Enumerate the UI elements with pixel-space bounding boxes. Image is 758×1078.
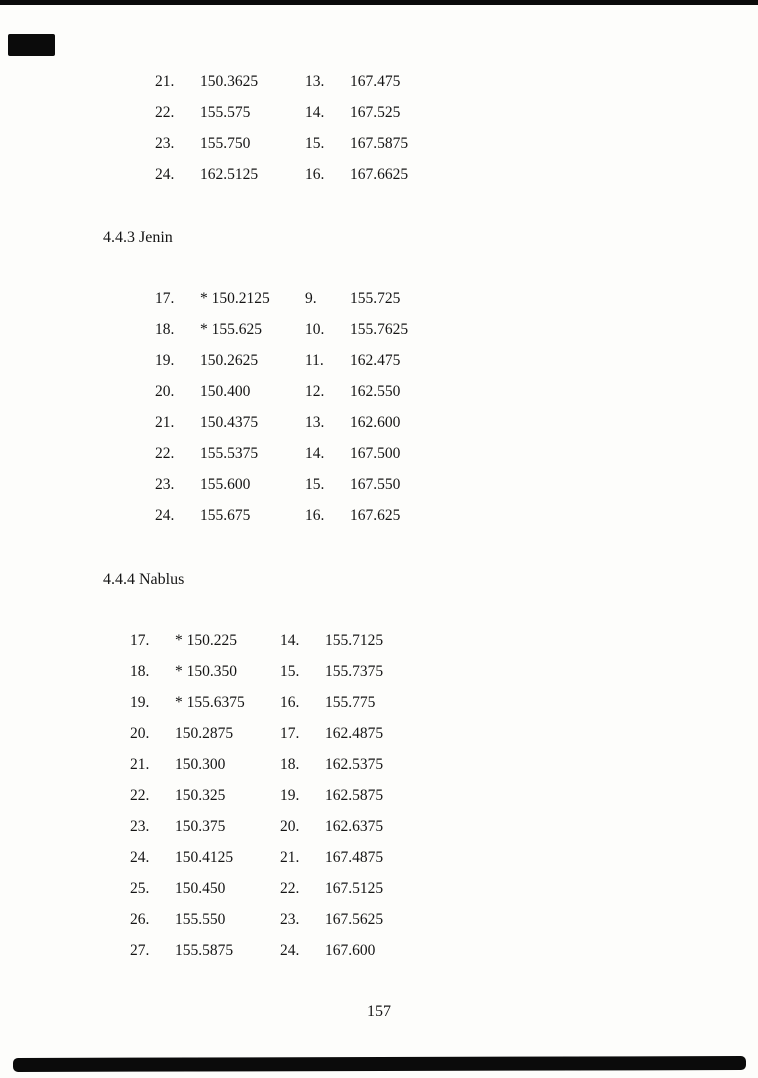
- right-frequency-value: 167.475: [350, 73, 401, 90]
- left-entry-number: 24.: [155, 166, 175, 183]
- left-frequency-value: 155.675: [200, 507, 251, 524]
- left-entry-number: 20.: [130, 725, 150, 742]
- right-entry-number: 17.: [280, 725, 300, 742]
- frequency-list-jenin: [155, 283, 408, 531]
- frequency-row: [155, 500, 408, 531]
- right-frequency-value: 167.5875: [350, 135, 409, 152]
- left-entry-number: 25.: [130, 880, 150, 897]
- frequency-list-continued: [155, 66, 408, 190]
- right-frequency-value: 167.625: [350, 507, 401, 524]
- right-frequency-value: 155.725: [350, 290, 401, 307]
- right-entry-number: 16.: [280, 694, 300, 711]
- right-entry-number: 15.: [305, 476, 325, 493]
- left-frequency-value: 155.550: [175, 911, 226, 928]
- right-entry-number: 14.: [305, 445, 325, 462]
- right-frequency-value: 167.600: [325, 942, 376, 959]
- right-entry-number: 15.: [305, 135, 325, 152]
- right-entry-number: 24.: [280, 942, 300, 959]
- right-entry-number: 12.: [305, 383, 325, 400]
- frequency-list-nablus: [130, 625, 383, 966]
- left-frequency-value: 155.5875: [175, 942, 234, 959]
- frequency-row: [130, 811, 383, 842]
- right-entry-number: 16.: [305, 166, 325, 183]
- left-entry-number: 22.: [155, 445, 175, 462]
- left-entry-number: 23.: [155, 135, 175, 152]
- right-frequency-value: 167.5125: [325, 880, 384, 897]
- left-entry-number: 18.: [130, 663, 150, 680]
- left-frequency-value: 150.325: [175, 787, 226, 804]
- frequency-row: [155, 438, 408, 469]
- left-entry-number: 23.: [130, 818, 150, 835]
- right-frequency-value: 167.5625: [325, 911, 384, 928]
- left-entry-number: 21.: [130, 756, 150, 773]
- left-frequency-value: * 150.350: [175, 663, 237, 680]
- right-entry-number: 10.: [305, 321, 325, 338]
- left-entry-number: 24.: [130, 849, 150, 866]
- right-frequency-value: 162.6375: [325, 818, 384, 835]
- left-frequency-value: 150.375: [175, 818, 226, 835]
- right-frequency-value: 162.4875: [325, 725, 384, 742]
- left-frequency-value: 155.750: [200, 135, 251, 152]
- frequency-row: [130, 904, 383, 935]
- left-entry-number: 26.: [130, 911, 150, 928]
- left-entry-number: 27.: [130, 942, 150, 959]
- frequency-row: [130, 625, 383, 656]
- left-frequency-value: 155.575: [200, 104, 251, 121]
- right-frequency-value: 155.7125: [325, 632, 384, 649]
- right-entry-number: 13.: [305, 414, 325, 431]
- frequency-row: [130, 687, 383, 718]
- left-entry-number: 23.: [155, 476, 175, 493]
- left-frequency-value: 150.3625: [200, 73, 259, 90]
- left-frequency-value: * 150.225: [175, 632, 237, 649]
- left-entry-number: 17.: [155, 290, 175, 307]
- right-frequency-value: 167.525: [350, 104, 401, 121]
- right-entry-number: 18.: [280, 756, 300, 773]
- left-frequency-value: 150.4375: [200, 414, 259, 431]
- frequency-row: [130, 842, 383, 873]
- frequency-row: [155, 376, 408, 407]
- frequency-row: [155, 66, 408, 97]
- right-entry-number: 19.: [280, 787, 300, 804]
- frequency-row: [155, 345, 408, 376]
- right-entry-number: 21.: [280, 849, 300, 866]
- right-frequency-value: 167.6625: [350, 166, 409, 183]
- frequency-row: [155, 283, 408, 314]
- frequency-row: [155, 407, 408, 438]
- left-entry-number: 22.: [155, 104, 175, 121]
- left-frequency-value: * 155.6375: [175, 694, 245, 711]
- left-frequency-value: * 150.2125: [200, 290, 270, 307]
- left-frequency-value: 162.5125: [200, 166, 259, 183]
- right-entry-number: 11.: [305, 352, 324, 369]
- right-frequency-value: 155.7375: [325, 663, 384, 680]
- right-entry-number: 16.: [305, 507, 325, 524]
- left-frequency-value: 150.300: [175, 756, 226, 773]
- scan-artifact-top-left-blob: [8, 34, 55, 56]
- right-entry-number: 13.: [305, 73, 325, 90]
- right-frequency-value: 162.5375: [325, 756, 384, 773]
- section-heading-jenin: 4.4.3 Jenin: [103, 229, 173, 246]
- left-entry-number: 17.: [130, 632, 150, 649]
- left-frequency-value: 150.450: [175, 880, 226, 897]
- left-frequency-value: 155.5375: [200, 445, 259, 462]
- left-entry-number: 21.: [155, 73, 175, 90]
- left-frequency-value: 150.400: [200, 383, 251, 400]
- scan-artifact-top-edge: [0, 0, 758, 5]
- frequency-row: [155, 314, 408, 345]
- left-entry-number: 21.: [155, 414, 175, 431]
- frequency-row: [130, 873, 383, 904]
- frequency-row: [130, 656, 383, 687]
- right-frequency-value: 162.5875: [325, 787, 384, 804]
- frequency-row: [130, 780, 383, 811]
- right-entry-number: 22.: [280, 880, 300, 897]
- left-entry-number: 20.: [155, 383, 175, 400]
- left-entry-number: 19.: [155, 352, 175, 369]
- frequency-row: [130, 718, 383, 749]
- frequency-row: [130, 935, 383, 966]
- left-frequency-value: 150.2625: [200, 352, 259, 369]
- frequency-row: [130, 749, 383, 780]
- right-entry-number: 14.: [305, 104, 325, 121]
- left-entry-number: 19.: [130, 694, 150, 711]
- right-frequency-value: 162.475: [350, 352, 401, 369]
- frequency-row: [155, 97, 408, 128]
- right-entry-number: 20.: [280, 818, 300, 835]
- right-entry-number: 15.: [280, 663, 300, 680]
- right-frequency-value: 155.775: [325, 694, 376, 711]
- right-entry-number: 9.: [305, 290, 317, 307]
- right-frequency-value: 167.4875: [325, 849, 384, 866]
- left-entry-number: 22.: [130, 787, 150, 804]
- right-frequency-value: 162.550: [350, 383, 401, 400]
- right-entry-number: 14.: [280, 632, 300, 649]
- scan-artifact-bottom-edge: [13, 1056, 746, 1072]
- right-frequency-value: 162.600: [350, 414, 401, 431]
- right-frequency-value: 167.550: [350, 476, 401, 493]
- left-entry-number: 18.: [155, 321, 175, 338]
- left-frequency-value: 150.4125: [175, 849, 234, 866]
- left-entry-number: 24.: [155, 507, 175, 524]
- section-heading-nablus: 4.4.4 Nablus: [103, 571, 185, 588]
- frequency-row: [155, 128, 408, 159]
- left-frequency-value: 150.2875: [175, 725, 234, 742]
- right-entry-number: 23.: [280, 911, 300, 928]
- frequency-row: [155, 159, 408, 190]
- right-frequency-value: 167.500: [350, 445, 401, 462]
- right-frequency-value: 155.7625: [350, 321, 409, 338]
- page-number: 157: [367, 1003, 391, 1020]
- left-frequency-value: 155.600: [200, 476, 251, 493]
- left-frequency-value: * 155.625: [200, 321, 262, 338]
- frequency-row: [155, 469, 408, 500]
